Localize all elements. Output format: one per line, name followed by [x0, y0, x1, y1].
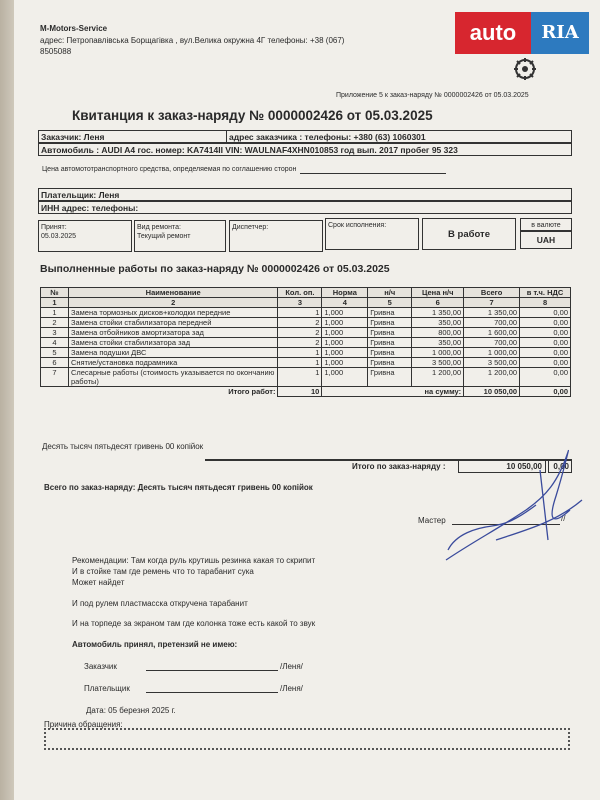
total-label: Итого работ: — [41, 387, 278, 397]
payer-name: Плательщик: Леня — [41, 190, 120, 200]
total-vat: 0,00 — [520, 387, 571, 397]
row-vat: 0,00 — [520, 348, 571, 358]
row-unit: Гривна — [368, 318, 412, 328]
acceptance-customer-label: Заказчик — [84, 662, 117, 671]
table-row — [41, 348, 571, 358]
col-vat: в т.ч. НДС — [520, 288, 571, 298]
row-total: 1 200,00 — [464, 368, 520, 387]
row-number: 2 — [41, 318, 69, 328]
row-norm: 1,000 — [322, 358, 368, 368]
acceptance-customer-name: /Леня/ — [280, 662, 303, 671]
recommendation-2: И в стойке там где ремень что то тарабанит сука — [72, 567, 254, 576]
price-line — [300, 173, 446, 174]
master-signature — [436, 430, 586, 570]
row-name: Замена стойки стабилизатора зад — [68, 338, 278, 348]
vehicle-row — [38, 143, 572, 156]
table-row — [41, 358, 571, 368]
col-num-6: 6 — [412, 298, 464, 308]
row-norm: 1,000 — [322, 328, 368, 338]
col-norm: Норма — [322, 288, 368, 298]
row-name: Замена тормозных дисков+колодки передние — [68, 308, 278, 318]
customer-signature-line — [146, 670, 278, 671]
customer-name: Заказчик: Леня — [41, 132, 105, 142]
row-total: 1 350,00 — [464, 308, 520, 318]
col-num-7: 7 — [464, 298, 520, 308]
row-number: 7 — [41, 368, 69, 387]
row-number: 1 — [41, 308, 69, 318]
order-total-vat: 0,00 — [548, 460, 572, 473]
col-qty: Кол. оп. — [278, 288, 322, 298]
watermark-left: auto — [455, 12, 531, 54]
table-header — [41, 288, 571, 298]
status-cell: В работе — [422, 218, 516, 250]
recommendation-1: Рекомендации: Там когда руль крутишь резинка какая то скрипит — [72, 556, 316, 565]
row-name: Замена отбойников амортизатора зад — [68, 328, 278, 338]
row-name: Снятие/установка подрамника — [68, 358, 278, 368]
col-unit: н/ч — [368, 288, 412, 298]
table-col-numbers — [41, 298, 571, 308]
row-qty: 2 — [278, 318, 322, 328]
autoria-watermark — [455, 12, 589, 54]
deadline-label: Срок исполнения: — [328, 222, 387, 229]
accepted-label: Принят: — [41, 224, 67, 231]
acceptance-payer-name: /Леня/ — [280, 684, 303, 693]
row-total: 700,00 — [464, 338, 520, 348]
table-row — [41, 308, 571, 318]
row-vat: 0,00 — [520, 338, 571, 348]
row-total: 3 500,00 — [464, 358, 520, 368]
table-row — [41, 328, 571, 338]
currency-label: в валюте — [520, 218, 572, 231]
dispatcher-cell — [229, 220, 323, 252]
repair-type-value: Текущий ремонт — [137, 233, 191, 240]
total-in-words: Всего по заказ-наряду: Десять тысяч пятьдесят гривень 00 копійок — [44, 483, 313, 492]
master-label: Мастер — [418, 516, 446, 525]
row-qty: 1 — [278, 358, 322, 368]
row-qty: 2 — [278, 338, 322, 348]
col-number: № — [41, 288, 69, 298]
total-qty: 10 — [278, 387, 322, 397]
row-qty: 1 — [278, 368, 322, 387]
master-suffix: // — [561, 514, 566, 523]
row-total: 700,00 — [464, 318, 520, 328]
company-phone-cont: 8505088 — [40, 47, 72, 56]
reason-box — [44, 728, 570, 750]
inn-row — [38, 201, 572, 214]
inn-address: ИНН адрес: телефоны: — [41, 203, 139, 213]
acceptance-title: Автомобиль принял, претензий не имею: — [72, 640, 238, 649]
row-vat: 0,00 — [520, 318, 571, 328]
table-total-row — [41, 387, 571, 397]
repair-type-cell — [134, 220, 226, 252]
row-price: 3 500,00 — [412, 358, 464, 368]
col-num-4: 4 — [322, 298, 368, 308]
row-unit: Гривна — [368, 368, 412, 387]
row-number: 6 — [41, 358, 69, 368]
customer-row — [38, 130, 572, 143]
row-norm: 1,000 — [322, 318, 368, 328]
table-row — [41, 318, 571, 328]
col-total: Всего — [464, 288, 520, 298]
recommendation-5: И на торпеде за экраном там где колонка тоже есть какой то звук — [72, 619, 316, 628]
row-vat: 0,00 — [520, 308, 571, 318]
sum-label: на сумму: — [322, 387, 464, 397]
reason-label: Причина обращения: — [44, 720, 123, 729]
row-qty: 1 — [278, 308, 322, 318]
receipt-title: Квитанция к заказ-наряду № 0000002426 от 05.03.2025 — [72, 108, 433, 123]
company-name: M-Motors-Service — [40, 24, 108, 33]
payer-row — [38, 188, 572, 201]
row-price: 800,00 — [412, 328, 464, 338]
customer-address: адрес заказчика : телефоны: +380 (63) 1060301 — [229, 132, 426, 142]
row-qty: 2 — [278, 328, 322, 338]
row-name: Замена стойки стабилизатора передней — [68, 318, 278, 328]
row-norm: 1,000 — [322, 348, 368, 358]
col-num-5: 5 — [368, 298, 412, 308]
currency-value: UAH — [520, 231, 572, 249]
accepted-cell — [38, 220, 132, 252]
price-note: Цена автомототранспортного средства, определяемая по соглашению сторон — [42, 166, 297, 173]
row-norm: 1,000 — [322, 368, 368, 387]
appendix-note: Приложение 5 к заказ-наряду № 0000002426 от 05.03.2025 — [336, 92, 529, 99]
row-number: 3 — [41, 328, 69, 338]
row-unit: Гривна — [368, 308, 412, 318]
recommendation-4: И под рулем пластмасска откручена тарабанит — [72, 599, 248, 608]
acceptance-date: Дата: 05 березня 2025 г. — [86, 706, 176, 715]
col-num-2: 2 — [68, 298, 278, 308]
row-vat: 0,00 — [520, 368, 571, 387]
row-total: 1 000,00 — [464, 348, 520, 358]
recommendation-3: Может найдет — [72, 578, 125, 587]
col-num-1: 1 — [41, 298, 69, 308]
row-vat: 0,00 — [520, 358, 571, 368]
row-number: 4 — [41, 338, 69, 348]
acceptance-payer-label: Плательщик — [84, 684, 130, 693]
order-total-sum: 10 050,00 — [458, 460, 546, 473]
row-price: 1 000,00 — [412, 348, 464, 358]
row-unit: Гривна — [368, 338, 412, 348]
total-sum: 10 050,00 — [464, 387, 520, 397]
row-price: 1 200,00 — [412, 368, 464, 387]
table-row — [41, 338, 571, 348]
row-vat: 0,00 — [520, 328, 571, 338]
amount-in-words: Десять тысяч пятьдесят гривень 00 копійок — [42, 442, 204, 451]
row-norm: 1,000 — [322, 338, 368, 348]
dispatcher-label: Диспетчер: — [232, 224, 269, 231]
row-total: 1 600,00 — [464, 328, 520, 338]
watermark-right: RIA — [531, 12, 589, 54]
row-name: Слесарные работы (стоимость указывается по окончанию работы) — [68, 368, 278, 387]
order-total-label: Итого по заказ-наряду : — [352, 462, 446, 471]
repair-type-label: Вид ремонта: — [137, 224, 181, 231]
row-norm: 1,000 — [322, 308, 368, 318]
col-num-3: 3 — [278, 298, 322, 308]
accepted-date: 05.03.2025 — [41, 233, 77, 240]
row-price: 350,00 — [412, 338, 464, 348]
col-price: Цена н/ч — [412, 288, 464, 298]
gear-logo-icon — [510, 56, 540, 82]
table-row — [41, 368, 571, 387]
row-unit: Гривна — [368, 358, 412, 368]
row-unit: Гривна — [368, 328, 412, 338]
row-unit: Гривна — [368, 348, 412, 358]
row-price: 1 350,00 — [412, 308, 464, 318]
works-title: Выполненные работы по заказ-наряду № 0000002426 от 05.03.2025 — [40, 263, 390, 275]
payer-signature-line — [146, 692, 278, 693]
col-name: Наименование — [68, 288, 278, 298]
vehicle-info: Автомобиль : AUDI A4 гос. номер: KA7414II VIN: WAULNAF4XHN010853 год вып. 2017 пробег 95 323 — [41, 145, 458, 155]
company-address: адрес: Петропавлівська Борщагівка , вул.Велика окружна 4Г телефоны: +38 (067) — [40, 36, 345, 45]
row-name: Замена подушки ДВС — [68, 348, 278, 358]
deadline-cell — [325, 218, 419, 250]
row-number: 5 — [41, 348, 69, 358]
customer-divider — [226, 130, 227, 143]
row-qty: 1 — [278, 348, 322, 358]
col-num-8: 8 — [520, 298, 571, 308]
row-price: 350,00 — [412, 318, 464, 328]
works-table — [40, 287, 571, 397]
